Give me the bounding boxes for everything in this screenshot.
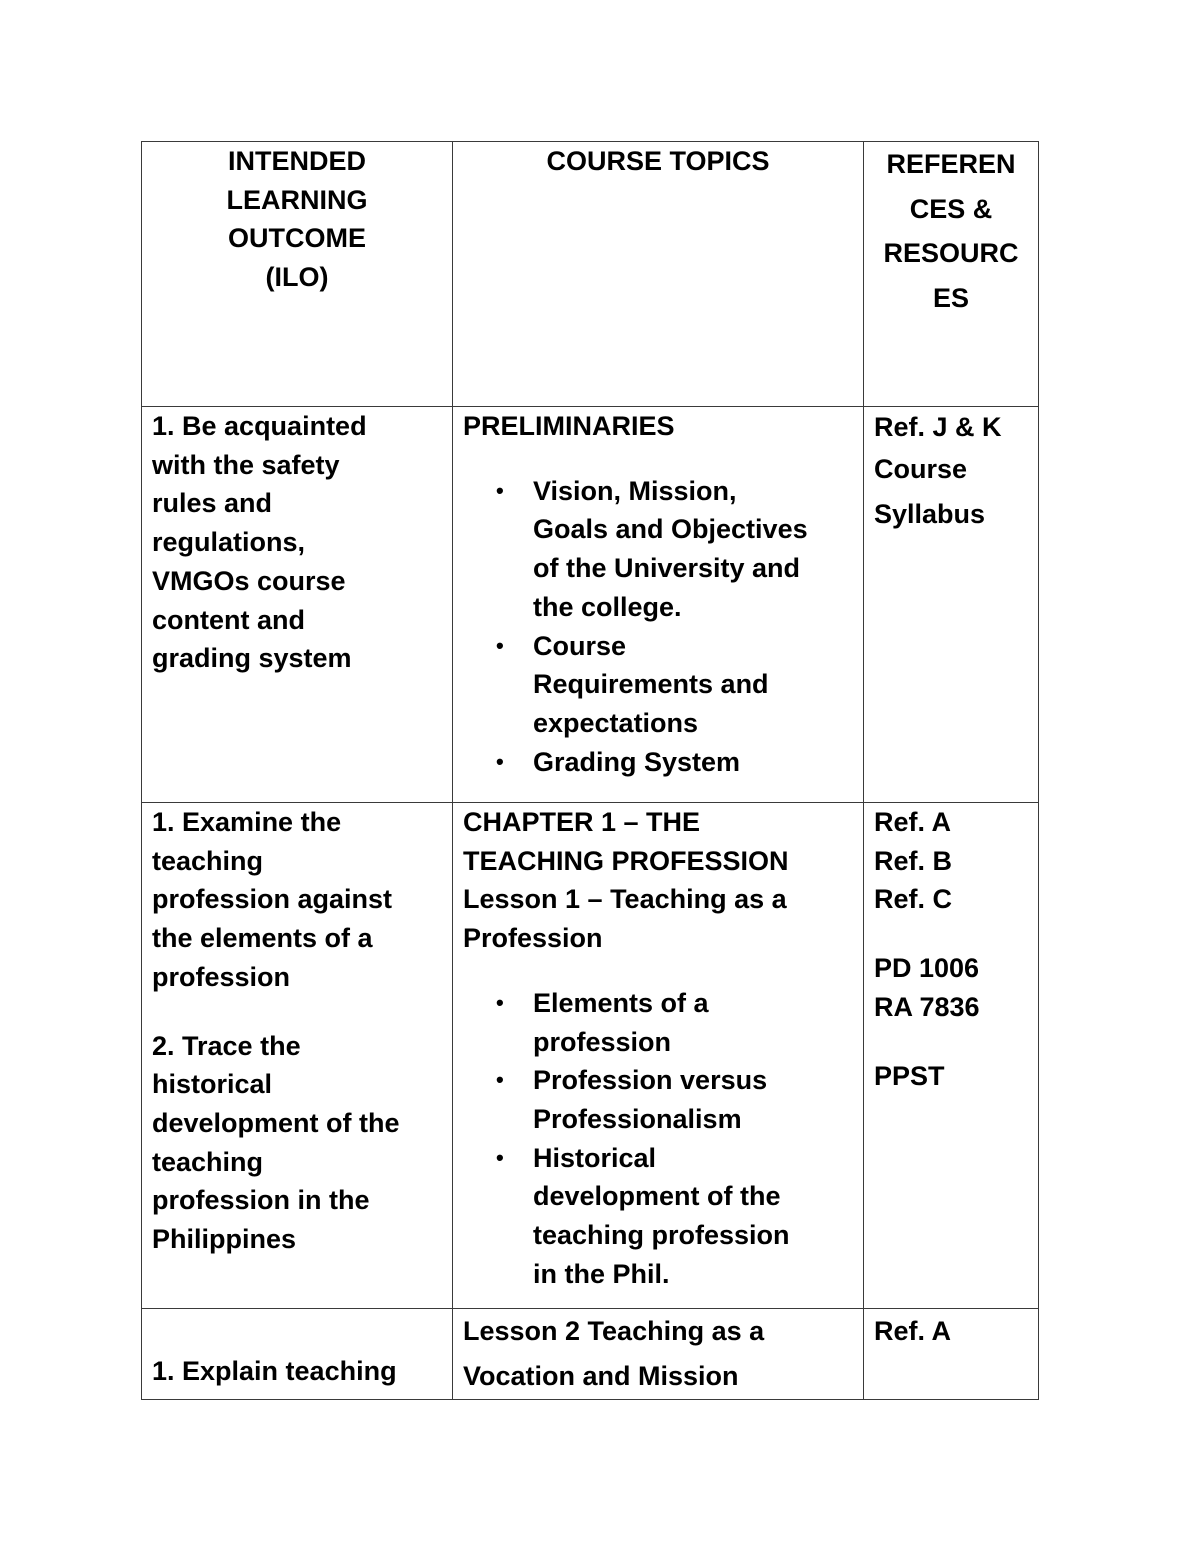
ref-line: Course [874,454,968,484]
topic-line: Goals and Objectives [533,514,808,545]
ilo-line: with the safety [152,449,340,480]
topic-heading: Lesson 2 Teaching as a [463,1316,765,1346]
ilo-line: teaching [152,1146,264,1177]
ilo-cell [142,407,453,803]
topic-line: development of the [533,1181,781,1212]
ilo-line: 1. Be acquainted [152,411,367,441]
topic-line: • Vision, Mission, [533,475,737,506]
ilo-line: Philippines [152,1224,297,1255]
header-topics-label: COURSE TOPICS [546,146,770,176]
refs-cell [864,1309,1039,1400]
topic-line: the college. [533,591,682,622]
ref-line: RA 7836 [874,991,980,1022]
header-refs-line: CES & [909,193,993,224]
header-ilo [142,142,453,407]
topic-bullet [463,1139,853,1294]
ilo-line: content and [152,604,305,635]
topic-heading: Lesson 1 – Teaching as a [463,884,787,915]
ref-line: Ref. B [874,845,953,876]
header-ilo-line: (ILO) [265,262,329,293]
topic-heading: TEACHING PROFESSION [463,845,789,876]
topic-line: • Course [533,630,627,661]
topic-line: • Elements of a [533,987,709,1018]
ilo-line: the elements of a [152,923,373,954]
table-row [142,803,1039,1309]
ref-line: Syllabus [874,498,986,529]
ilo-line: 1. Explain teaching [152,1356,397,1387]
refs-cell [864,803,1039,1309]
ilo-line: profession [152,961,291,992]
topic-line: Requirements and [533,669,769,700]
topic-heading: Profession [463,923,603,954]
topic-line: • Profession versus [533,1065,768,1096]
topic-bullet [463,984,853,1061]
ilo-line: VMGOs course [152,565,346,596]
ilo-line: 2. Trace the [152,1030,301,1061]
topics-cell [453,407,864,803]
topic-line: • Grading System [533,746,741,777]
ilo-cell [142,803,453,1309]
header-refs-line: ES [932,282,970,313]
ilo-line: 1. Examine the [152,807,342,837]
topics-cell [453,803,864,1309]
topic-line: Professionalism [533,1103,742,1134]
header-ilo-line: LEARNING [226,184,368,215]
ref-line: Ref. A [874,807,952,837]
ilo-line: teaching [152,845,264,876]
topic-bullet [463,1061,853,1138]
header-refs-line: RESOURC [883,238,1019,268]
header-topics [453,142,864,407]
ref-line: Ref. J & K [874,412,1002,442]
topic-line: • Historical [533,1142,657,1173]
topic-bullet [463,472,853,627]
ilo-line: regulations, [152,527,306,558]
header-refs-line: REFEREN [886,149,1016,179]
topic-list [463,984,853,1294]
ref-line: PPST [874,1060,945,1091]
topic-heading: CHAPTER 1 – THE [463,807,701,837]
topic-line: in the Phil. [533,1258,670,1289]
ilo-line: historical [152,1069,273,1100]
topic-bullet [463,743,853,782]
topic-line: teaching profession [533,1220,790,1251]
header-ilo-line: OUTCOME [228,223,366,254]
table-row [142,1309,1039,1400]
syllabus-table [141,141,1039,1400]
topic-line: expectations [533,707,699,738]
ilo-line: rules and [152,488,273,519]
topic-line: profession [533,1026,672,1057]
ref-line: Ref. C [874,884,953,915]
ilo-cell [142,1309,453,1400]
topic-heading: PRELIMINARIES [463,411,675,441]
header-ilo-line: INTENDED [227,146,366,176]
topic-heading: Vocation and Mission [463,1360,739,1391]
refs-cell [864,407,1039,803]
ilo-line: profession against [152,884,393,915]
ilo-line: development of the [152,1107,400,1138]
ref-line: Ref. A [874,1316,952,1346]
topic-line: of the University and [533,553,801,584]
ilo-line: profession in the [152,1185,370,1216]
ilo-line: grading system [152,643,352,674]
table-row [142,407,1039,803]
header-refs [864,142,1039,407]
topic-bullet [463,627,853,743]
ref-line: PD 1006 [874,953,980,984]
topic-list [463,472,853,782]
header-row [142,142,1039,407]
topics-cell [453,1309,864,1400]
